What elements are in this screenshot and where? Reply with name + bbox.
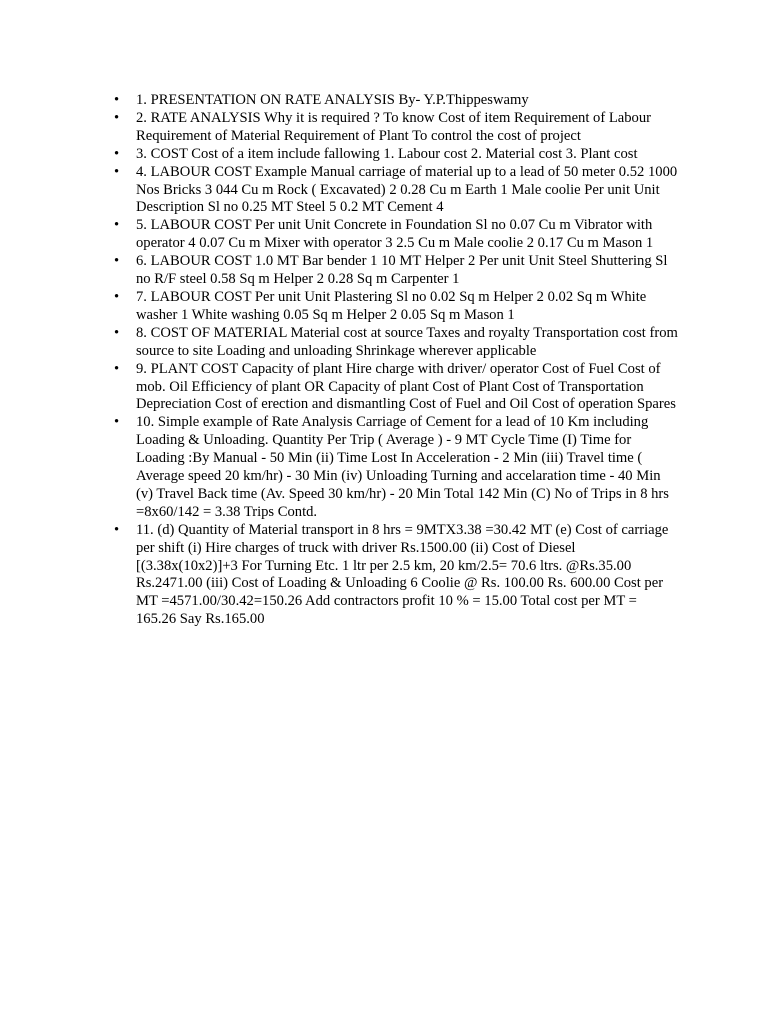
bullet-icon: • (114, 324, 120, 341)
list-item-text: 10. Simple example of Rate Analysis Carriage of Cement for a lead of 10 Km including Loading & Unloading. Quantity Per Trip ( Average ) - 9 MT Cycle Time (I) Time for Loading :By Manual - 50 Min (ii) Time Lost In Acceleration - 2 Min (iii) Travel time ( Average speed 20 km/hr) - 30 Min (iv) Unloading Turning and accelaration time - 40 Min (v) Travel Back time (Av. Speed 30 km/hr) - 20 Min Total 142 Min (C) No of Trips in 8 hrs =8x60/142 = 3.38 Trips Contd. (136, 414, 669, 520)
bullet-icon: • (114, 253, 120, 270)
bullet-icon: • (114, 92, 120, 108)
bullet-icon: • (114, 109, 120, 126)
list-item-text: 1. PRESENTATION ON RATE ANALYSIS By- Y.P.Thippeswamy (136, 92, 529, 108)
list-item (114, 414, 680, 521)
bullet-icon: • (114, 163, 120, 180)
list-item (114, 146, 680, 164)
bullet-icon: • (114, 145, 120, 162)
list-item-text: 7. LABOUR COST Per unit Unit Plastering Sl no 0.02 Sq m Helper 2 0.02 Sq m White washer 1 White washing 0.05 Sq m Helper 2 0.05 Sq m Mason 1 (136, 288, 647, 323)
list-item (114, 110, 680, 146)
list-item-text: 11. (d) Quantity of Material transport in 8 hrs = 9MTX3.38 =30.42 MT (e) Cost of carriage per shift (i) Hire charges of truck with driver Rs.1500.00 (ii) Cost of Diesel [(3.38x(10x2)]+3 For Turning Etc. 1 ltr per 2.5 km, 20 km/2.5= 70.6 ltrs. @Rs.35.00 Rs.2471.00 (iii) Cost of Loading & Unloading 6 Coolie @ Rs. 100.00 Rs. 600.00 Cost per MT =4571.00/30.42=150.26 Add contractors profit 10 % = 15.00 Total cost per MT = 165.26 Say Rs.165.00 (136, 521, 669, 628)
list-item (114, 253, 680, 289)
list-item-text: 9. PLANT COST Capacity of plant Hire charge with driver/ operator Cost of Fuel Cost of mob. Oil Efficiency of plant OR Capacity of plant Cost of Plant Cost of Transportation Depreciation Cost of erection and dismantling Cost of Fuel and Oil Cost of operation Spares (136, 360, 676, 413)
bullet-icon: • (114, 217, 120, 234)
bullet-icon: • (114, 414, 120, 431)
list-item (114, 289, 680, 325)
list-item (114, 217, 680, 253)
list-item (114, 164, 680, 218)
list-item-text: 5. LABOUR COST Per unit Unit Concrete in Foundation Sl no 0.07 Cu m Vibrator with operator 4 0.07 Cu m Mixer with operator 3 2.5 Cu m Male coolie 2 0.17 Cu m Mason 1 (136, 217, 654, 252)
list-item (114, 361, 680, 415)
list-item-text: 8. COST OF MATERIAL Material cost at source Taxes and royalty Transportation cost from source to site Loading and unloading Shrinkage wherever applicable (136, 324, 678, 359)
list-item-text: 2. RATE ANALYSIS Why it is required ? To know Cost of item Requirement of Labour Requirement of Material Requirement of Plant To control the cost of project (136, 109, 651, 144)
list-item (114, 522, 680, 629)
list-item-text: 4. LABOUR COST Example Manual carriage of material up to a lead of 50 meter 0.52 1000 Nos Bricks 3 044 Cu m Rock ( Excavated) 2 0.28 Cu m Earth 1 Male coolie Per unit Unit Description Sl no 0.25 MT Steel 5 0.2 MT Cement 4 (136, 163, 678, 216)
bullet-icon: • (114, 288, 120, 305)
bullet-icon: • (114, 521, 120, 538)
list-item-text: 3. COST Cost of a item include fallowing 1. Labour cost 2. Material cost 3. Plant cost (136, 145, 638, 162)
list-item (114, 92, 680, 110)
bullet-icon: • (114, 360, 120, 377)
bullet-list (114, 92, 680, 629)
list-item-text: 6. LABOUR COST 1.0 MT Bar bender 1 10 MT Helper 2 Per unit Unit Steel Shuttering Sl no R/F steel 0.58 Sq m Helper 2 0.28 Sq m Carpenter 1 (136, 253, 668, 288)
list-item (114, 325, 680, 361)
